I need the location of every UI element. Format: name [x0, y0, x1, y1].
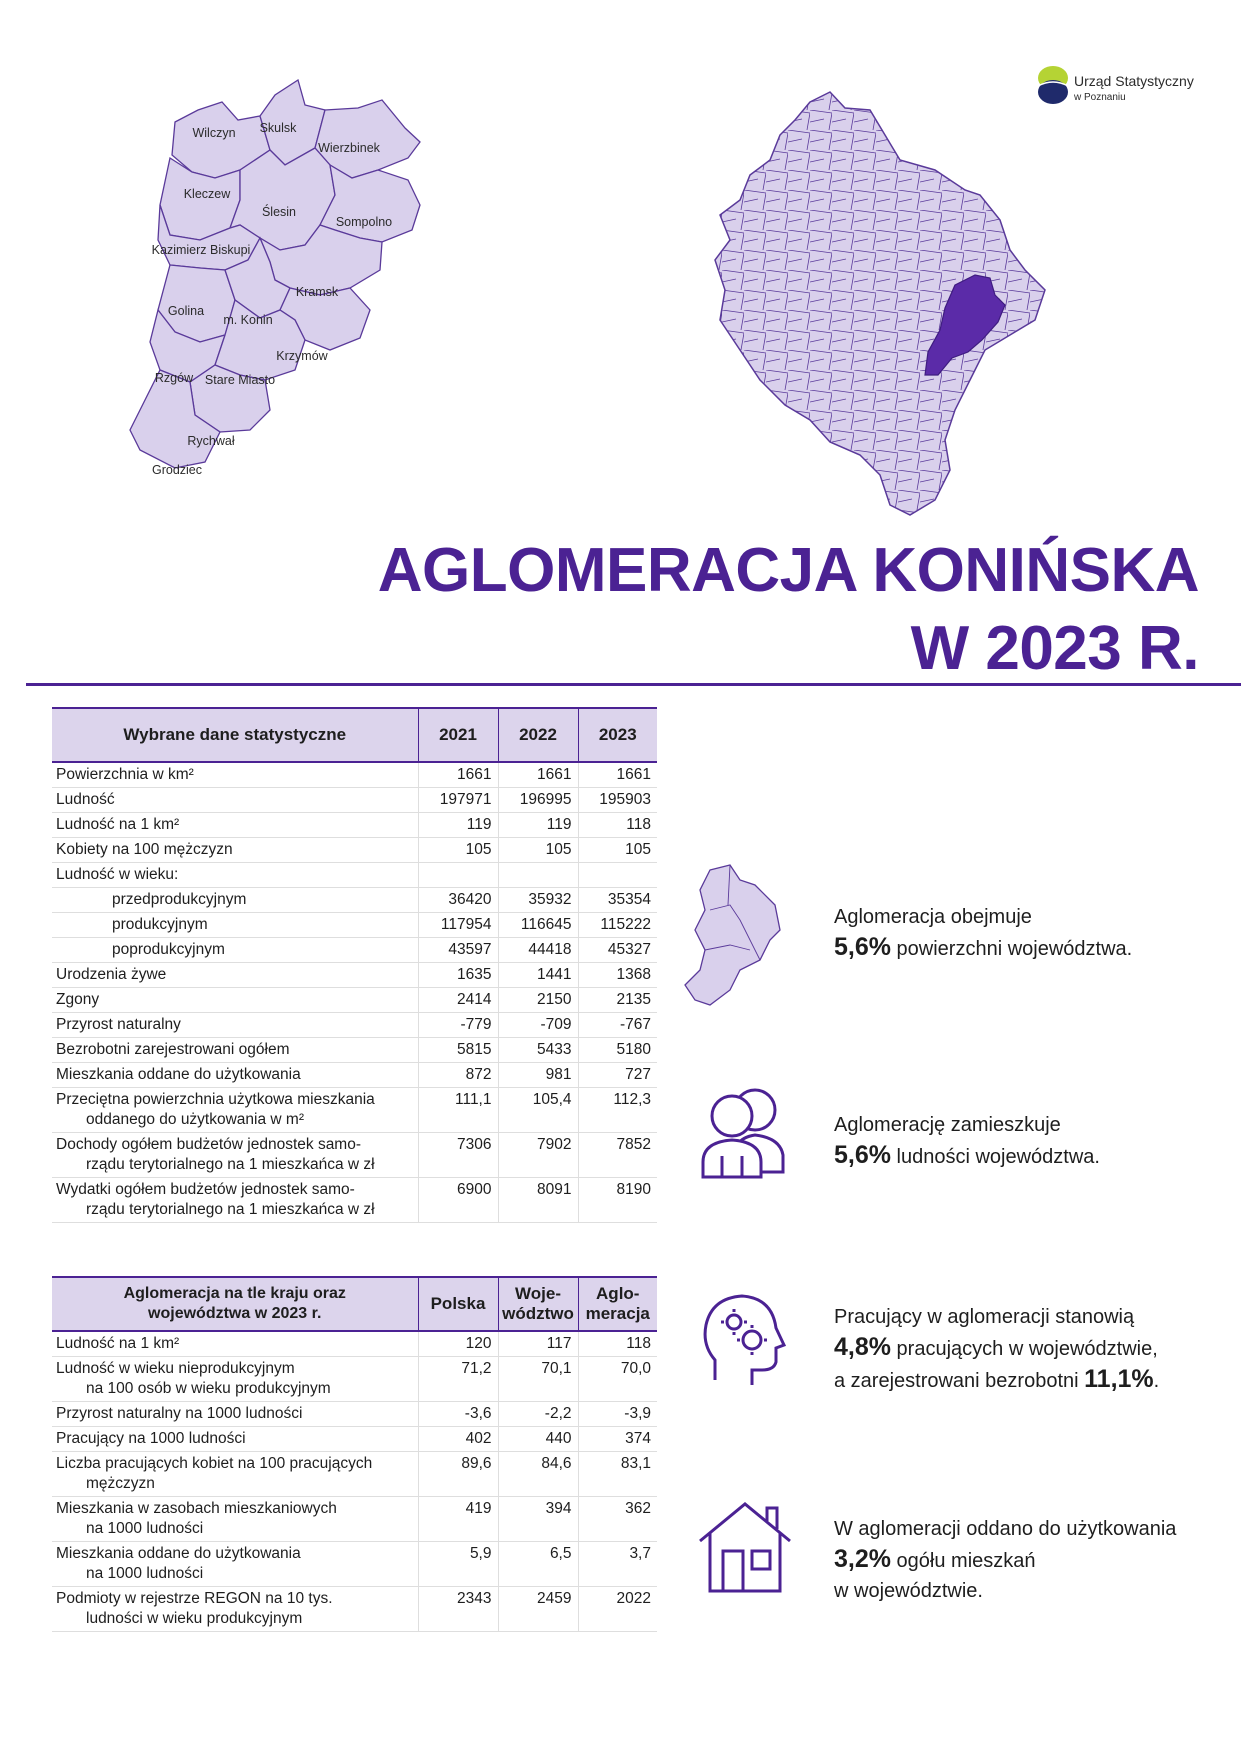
- row-label: [52, 913, 418, 938]
- info-housing-line3: w województwie.: [834, 1580, 983, 1602]
- table-row: [52, 1178, 657, 1223]
- row-label: [52, 1402, 418, 1427]
- info-area: [834, 902, 1132, 964]
- row-value: 5433: [498, 1038, 578, 1063]
- row-label: [52, 1357, 418, 1402]
- row-value: 1635: [418, 963, 498, 988]
- row-value: 35354: [578, 888, 657, 913]
- map-label-rychwal: Rychwał: [187, 434, 235, 448]
- row-value: [498, 863, 578, 888]
- row-value: -767: [578, 1013, 657, 1038]
- row-value: 105: [418, 838, 498, 863]
- table-row: [52, 1013, 657, 1038]
- row-value: 440: [498, 1427, 578, 1452]
- row-label-text: Mieszkania oddane do użytkowania: [56, 1545, 301, 1562]
- table2-header-woj-b: wództwo: [502, 1304, 574, 1323]
- map-label-kleczew: Kleczew: [183, 187, 231, 201]
- row-label: [52, 1088, 418, 1133]
- row-label-continued: rządu terytorialnego na 1 mieszkańca w zł: [86, 1156, 375, 1173]
- agglomeration-map: [120, 70, 480, 530]
- table-row: [52, 1331, 657, 1357]
- row-label: [52, 888, 418, 913]
- row-value: 2135: [578, 988, 657, 1013]
- logo-subtitle: w Poznaniu: [1074, 92, 1126, 103]
- row-value: 44418: [498, 938, 578, 963]
- row-value: 45327: [578, 938, 657, 963]
- row-value: 1368: [578, 963, 657, 988]
- map-label-m-konin: m. Konin: [223, 313, 273, 327]
- row-label-text: Ludność na 1 km²: [56, 816, 180, 833]
- info-housing-line2: [834, 1544, 1176, 1576]
- row-value: [418, 863, 498, 888]
- row-label-text: Pracujący na 1000 ludności: [56, 1430, 246, 1447]
- row-label: [52, 988, 418, 1013]
- map-label-stare-miasto: Stare Miasto: [204, 373, 276, 387]
- row-label-text: Ludność w wieku nieprodukcyjnym: [56, 1360, 295, 1377]
- row-label-continued: na 100 osób w wieku produkcyjnym: [86, 1380, 331, 1397]
- table-row: [52, 1587, 657, 1632]
- table-row: [52, 1133, 657, 1178]
- table-row: [52, 963, 657, 988]
- table-row: [52, 888, 657, 913]
- info-housing: [834, 1514, 1176, 1606]
- info-population-line1: Aglomerację zamieszkuje: [834, 1114, 1061, 1136]
- table-row: [52, 838, 657, 863]
- row-value: 5,9: [418, 1542, 498, 1587]
- info-area-line1: Aglomeracja obejmuje: [834, 906, 1032, 928]
- row-label-continued: oddanego do użytkowania w m²: [86, 1111, 304, 1128]
- row-value: 120: [418, 1331, 498, 1357]
- row-value: 1661: [418, 762, 498, 788]
- map-label-sompolno: Sompolno: [335, 215, 393, 229]
- map-label-rzgow: Rzgów: [154, 371, 194, 385]
- logo-name: Urząd Statystyczny: [1074, 73, 1194, 89]
- row-value: 105,4: [498, 1088, 578, 1133]
- row-label: [52, 788, 418, 813]
- row-value: 727: [578, 1063, 657, 1088]
- table2-header-line2: województwa w 2023 r.: [148, 1305, 322, 1322]
- info-area-value: 5,6%: [834, 933, 891, 961]
- row-value: 196995: [498, 788, 578, 813]
- row-label-text: Przeciętna powierzchnia użytkowa mieszkania: [56, 1091, 375, 1108]
- comparison-table: [52, 1276, 657, 1632]
- house-icon: [695, 1496, 795, 1596]
- row-value: 3,7: [578, 1542, 657, 1587]
- row-label: [52, 1038, 418, 1063]
- row-value: 84,6: [498, 1452, 578, 1497]
- voivodeship-map: [700, 90, 1060, 530]
- row-value: 117954: [418, 913, 498, 938]
- table-row: [52, 913, 657, 938]
- row-value: [578, 863, 657, 888]
- table-row: [52, 863, 657, 888]
- row-label: [52, 838, 418, 863]
- row-label-continued: ludności w wieku produkcyjnym: [86, 1610, 303, 1627]
- table-row: [52, 1038, 657, 1063]
- row-label-continued: rządu terytorialnego na 1 mieszkańca w zł: [86, 1201, 375, 1218]
- table2-header-line1: Aglomeracja na tle kraju oraz: [123, 1285, 346, 1302]
- table-row: [52, 788, 657, 813]
- table1-header-label: Wybrane dane statystyczne: [52, 708, 418, 762]
- row-value: 105: [498, 838, 578, 863]
- table-row: [52, 1542, 657, 1587]
- info-population-value: 5,6%: [834, 1141, 891, 1169]
- table1-header-2022: 2022: [498, 708, 578, 762]
- row-value: 89,6: [418, 1452, 498, 1497]
- table-row: [52, 1427, 657, 1452]
- info-employment-line2: [834, 1332, 1159, 1364]
- table-row: [52, 1088, 657, 1133]
- row-label-text: Zgony: [56, 991, 100, 1008]
- info-population: [834, 1110, 1100, 1172]
- row-value: 8091: [498, 1178, 578, 1223]
- row-value: 115222: [578, 913, 657, 938]
- row-label-text: poprodukcyjnym: [112, 941, 225, 958]
- statistics-table: [52, 707, 657, 1223]
- info-unemployed-value: 11,1%: [1084, 1365, 1154, 1393]
- row-label: [52, 1427, 418, 1452]
- row-label: [52, 1587, 418, 1632]
- table-row: [52, 1497, 657, 1542]
- row-value: 402: [418, 1427, 498, 1452]
- row-value: 70,0: [578, 1357, 657, 1402]
- table-row: [52, 938, 657, 963]
- row-value: -709: [498, 1013, 578, 1038]
- info-employment-line1: Pracujący w aglomeracji stanowią: [834, 1306, 1135, 1328]
- row-label-text: Powierzchnia w km²: [56, 766, 194, 783]
- title-line-1: AGLOMERACJA KONIŃSKA: [377, 536, 1199, 605]
- table-row: [52, 1063, 657, 1088]
- row-label: [52, 1542, 418, 1587]
- row-value: 195903: [578, 788, 657, 813]
- people-icon: [695, 1080, 795, 1180]
- table1-header-2023: 2023: [578, 708, 657, 762]
- row-value: 83,1: [578, 1452, 657, 1497]
- row-label-continued: na 1000 ludności: [86, 1520, 204, 1537]
- page-title: [378, 532, 1199, 688]
- info-area-suffix: powierzchni województwa.: [890, 938, 1133, 960]
- table-row: [52, 1402, 657, 1427]
- row-value: 872: [418, 1063, 498, 1088]
- title-divider: [26, 683, 1241, 686]
- row-value: 36420: [418, 888, 498, 913]
- row-value: 362: [578, 1497, 657, 1542]
- row-value: -779: [418, 1013, 498, 1038]
- table1-body: [52, 762, 657, 1223]
- table-row: [52, 988, 657, 1013]
- map-label-golina: Golina: [167, 304, 205, 318]
- info-unemployed-end: .: [1153, 1370, 1160, 1392]
- logo: [1036, 66, 1226, 112]
- row-label: [52, 863, 418, 888]
- row-label-text: Ludność: [56, 791, 115, 808]
- table2-header-label: [52, 1277, 418, 1331]
- row-value: 7306: [418, 1133, 498, 1178]
- row-value: -3,9: [578, 1402, 657, 1427]
- row-label: [52, 1178, 418, 1223]
- row-label-text: Urodzenia żywe: [56, 966, 167, 983]
- head-gears-icon: [700, 1290, 790, 1400]
- info-housing-suffix: ogółu mieszkań: [890, 1550, 1036, 1572]
- row-label: [52, 762, 418, 788]
- table-row: [52, 1452, 657, 1497]
- row-label: [52, 1133, 418, 1178]
- table1-header-2021: 2021: [418, 708, 498, 762]
- row-value: 2343: [418, 1587, 498, 1632]
- map-label-kazimierz-biskupi: Kazimierz Biskupi: [151, 243, 251, 257]
- table2-header-agl-b: meracja: [585, 1304, 650, 1323]
- row-label-text: produkcyjnym: [112, 916, 208, 933]
- row-label-text: Przyrost naturalny: [56, 1016, 181, 1033]
- map-label-grodziec: Grodziec: [151, 463, 203, 477]
- row-label-text: Przyrost naturalny na 1000 ludności: [56, 1405, 303, 1422]
- row-label-text: przedprodukcyjnym: [112, 891, 247, 908]
- row-value: -3,6: [418, 1402, 498, 1427]
- row-value: 118: [578, 1331, 657, 1357]
- table2-header-polska: Polska: [418, 1277, 498, 1331]
- row-label-text: Mieszkania w zasobach mieszkaniowych: [56, 1500, 337, 1517]
- map-label-slesin: Ślesin: [261, 205, 297, 219]
- row-label: [52, 1331, 418, 1357]
- row-value: 2414: [418, 988, 498, 1013]
- row-label: [52, 938, 418, 963]
- row-value: 2022: [578, 1587, 657, 1632]
- map-label-krzymow: Krzymów: [276, 349, 328, 363]
- row-label-continued: na 1000 ludności: [86, 1565, 204, 1582]
- table-row: [52, 762, 657, 788]
- row-value: 1661: [578, 762, 657, 788]
- table2-header-wojewodztwo: [498, 1277, 578, 1331]
- row-value: 118: [578, 813, 657, 838]
- info-population-suffix: ludności województwa.: [890, 1146, 1100, 1168]
- row-value: 111,1: [418, 1088, 498, 1133]
- row-value: 43597: [418, 938, 498, 963]
- row-value: 6,5: [498, 1542, 578, 1587]
- row-value: 8190: [578, 1178, 657, 1223]
- row-value: 6900: [418, 1178, 498, 1223]
- row-value: 70,1: [498, 1357, 578, 1402]
- row-label: [52, 1452, 418, 1497]
- row-value: 71,2: [418, 1357, 498, 1402]
- row-value: 197971: [418, 788, 498, 813]
- table-row: [52, 813, 657, 838]
- info-employment-value: 4,8%: [834, 1333, 891, 1361]
- row-label-text: Ludność na 1 km²: [56, 1335, 180, 1352]
- row-label-text: Liczba pracujących kobiet na 100 pracujących: [56, 1455, 373, 1472]
- row-value: 112,3: [578, 1088, 657, 1133]
- row-value: 419: [418, 1497, 498, 1542]
- map-label-wilczyn: Wilczyn: [192, 126, 236, 140]
- row-value: 35932: [498, 888, 578, 913]
- map-label-wierzbinek: Wierzbinek: [318, 141, 380, 155]
- row-value: 5180: [578, 1038, 657, 1063]
- row-label: [52, 813, 418, 838]
- row-label-text: Bezrobotni zarejestrowani ogółem: [56, 1041, 290, 1058]
- map-icon: [680, 860, 800, 1010]
- table2-header-woj-a: Woje-: [515, 1284, 561, 1303]
- row-label-text: Dochody ogółem budżetów jednostek samo-: [56, 1136, 362, 1153]
- row-label-text: Ludność w wieku:: [56, 866, 179, 883]
- row-value: 374: [578, 1427, 657, 1452]
- info-employment-suffix: pracujących w województwie,: [890, 1338, 1158, 1360]
- row-value: 394: [498, 1497, 578, 1542]
- map-label-skulsk: Skulsk: [259, 121, 297, 135]
- table-row: [52, 1357, 657, 1402]
- info-employment: [834, 1302, 1159, 1396]
- row-value: 119: [498, 813, 578, 838]
- row-label-text: Wydatki ogółem budżetów jednostek samo-: [56, 1181, 355, 1198]
- row-value: 105: [578, 838, 657, 863]
- info-area-line2: [834, 932, 1132, 964]
- row-value: 117: [498, 1331, 578, 1357]
- row-value: 7902: [498, 1133, 578, 1178]
- info-population-line2: [834, 1140, 1100, 1172]
- row-label: [52, 1063, 418, 1088]
- row-value: 981: [498, 1063, 578, 1088]
- info-employment-line3: [834, 1364, 1159, 1396]
- row-label-continued: mężczyzn: [86, 1475, 155, 1492]
- row-label-text: Mieszkania oddane do użytkowania: [56, 1066, 301, 1083]
- row-label-text: Podmioty w rejestrze REGON na 10 tys.: [56, 1590, 333, 1607]
- table2-header-aglomeracja: [578, 1277, 657, 1331]
- row-label: [52, 1013, 418, 1038]
- table2-header-agl-a: Aglo-: [596, 1284, 640, 1303]
- row-value: 7852: [578, 1133, 657, 1178]
- info-housing-value: 3,2%: [834, 1545, 891, 1573]
- row-value: 2459: [498, 1587, 578, 1632]
- title-line-2: W 2023 R.: [910, 614, 1199, 683]
- row-value: 1441: [498, 963, 578, 988]
- row-label: [52, 1497, 418, 1542]
- info-housing-line1: W aglomeracji oddano do użytkowania: [834, 1518, 1177, 1540]
- map-label-kramsk: Kramsk: [295, 285, 339, 299]
- info-unemployed-text: a zarejestrowani bezrobotni: [834, 1370, 1085, 1392]
- row-value: 119: [418, 813, 498, 838]
- table2-body: [52, 1331, 657, 1632]
- row-value: 2150: [498, 988, 578, 1013]
- row-value: 116645: [498, 913, 578, 938]
- row-label-text: Kobiety na 100 mężczyzn: [56, 841, 233, 858]
- row-value: -2,2: [498, 1402, 578, 1427]
- row-label: [52, 963, 418, 988]
- row-value: 1661: [498, 762, 578, 788]
- row-value: 5815: [418, 1038, 498, 1063]
